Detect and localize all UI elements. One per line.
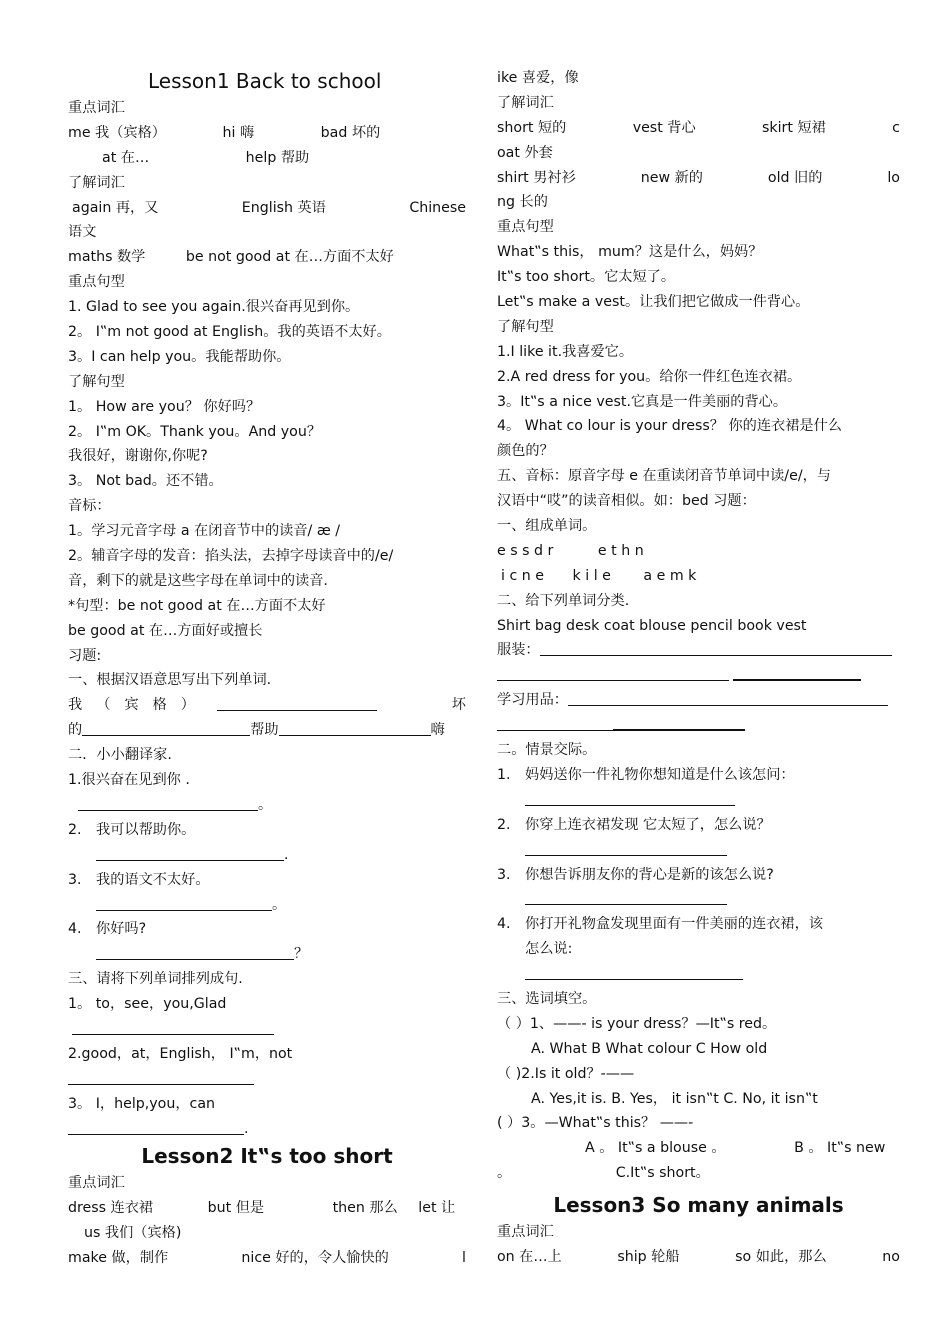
answer-blank[interactable] (78, 795, 258, 811)
exercise-text: 你想告诉朋友你的背心是新的该怎么说? (525, 866, 774, 883)
heading: 了解句型 (497, 318, 554, 335)
vocab-row (497, 166, 900, 191)
punctuation: . (284, 846, 289, 863)
phonetics-note: 2。辅音字母的发音：掐头法，去掉字母读音中的/e/ (68, 548, 394, 565)
exercise-word: 嗨 (430, 722, 445, 739)
exercise-line (497, 912, 900, 937)
answer-line (497, 713, 900, 738)
vocab-row (497, 116, 900, 141)
exercise-line (68, 917, 466, 942)
exercise-heading: 二、给下列单词分类. (497, 592, 630, 609)
punctuation: 。 (258, 796, 273, 813)
vocab-item: 语文 (68, 224, 97, 241)
heading: 重点词汇 (68, 1175, 125, 1192)
heading: 重点句型 (68, 274, 125, 291)
sentence: 3。I can help you。我能帮助你。 (68, 348, 291, 365)
lesson2-title: Lesson2 It‟s too short (141, 1144, 393, 1169)
vocab-item: help 帮助 (245, 149, 310, 166)
scrambled-word: k i l e (572, 567, 611, 584)
vocab-item: skirt 短裙 (761, 119, 826, 136)
sentence: It‟s too short。它太短了。 (497, 269, 676, 286)
heading: 音标： (68, 498, 111, 515)
vocab-item: short 短的 (497, 119, 567, 136)
phonetics-note: 1。学习元音字母 a 在闭音节中的读音/ æ / (68, 523, 341, 540)
answer-blank[interactable] (540, 640, 892, 656)
heading: 了解句型 (68, 373, 125, 390)
exercise-line: 1.很兴奋在见到你 . (68, 772, 190, 789)
exercise-word: 坏 (451, 697, 466, 714)
vocab-item: so 如此，那么 (735, 1248, 827, 1265)
category-label: 服装： (497, 642, 540, 659)
answer-line (68, 893, 466, 918)
exercise-heading: 一、组成单词。 (497, 518, 597, 535)
answer-blank[interactable] (525, 840, 727, 856)
sentence: 1. Glad to see you again.很兴奋再见到你。 (68, 299, 360, 316)
vocab-item: on 在…上 (497, 1248, 562, 1265)
punctuation: . (244, 1120, 249, 1137)
option-c: C.It‟s short。 (615, 1165, 710, 1182)
answer-line (497, 663, 900, 688)
vocab-item: nice 好的，令人愉快的 (241, 1250, 389, 1267)
exercise-word: 我（宾格） (68, 697, 209, 714)
exercise-text: 你打开礼物盒发现里面有一件美丽的连衣裙，该 (525, 916, 823, 933)
answer-blank[interactable] (82, 720, 250, 736)
vocab-item: be not good at 在…方面不太好 (185, 249, 394, 266)
heading: 重点句型 (497, 219, 554, 236)
vocab-item: l (462, 1250, 466, 1267)
vocab-item: hi 嗨 (222, 124, 255, 141)
sentence: 3。 Not bad。还不错。 (68, 473, 223, 490)
choice-options (497, 1161, 900, 1186)
vocab-item: ng 长的 (497, 194, 548, 211)
option-a: A 。 It‟s a blouse 。 (585, 1140, 726, 1157)
exercise-word: 帮助 (250, 722, 279, 739)
exercise-text: 怎么说: (525, 941, 573, 958)
answer-line (497, 887, 900, 912)
punctuation: 。 (497, 1165, 512, 1182)
vocab-item: lo (887, 169, 900, 186)
grammar-note: *句型：be not good at 在…方面不太好 (68, 597, 326, 614)
category-line (497, 638, 900, 663)
scramble-row (497, 564, 900, 589)
sentence: Let‟s make a vest。让我们把它做成一件背心。 (497, 294, 810, 311)
item-number: 3. (497, 866, 511, 883)
lesson3-title: Lesson3 So many animals (553, 1193, 844, 1218)
exercise-line (68, 818, 466, 843)
exercise-heading: 三、选词填空。 (497, 990, 597, 1007)
sentence: 2。 I‟m not good at English。我的英语不太好。 (68, 324, 391, 341)
scrambled-word: i c n e (501, 567, 544, 584)
sentence: 颜色的？ (497, 443, 554, 460)
scrambled-word: a e m k (643, 567, 697, 584)
answer-blank[interactable] (217, 695, 377, 711)
item-number: 1. (497, 766, 511, 783)
answer-line (68, 1017, 466, 1042)
answer-blank[interactable] (733, 664, 861, 681)
exercise-word: 的 (68, 722, 83, 739)
answer-blank[interactable] (72, 1019, 274, 1035)
answer-blank[interactable] (279, 720, 431, 736)
choice-question: ( ）3。—What‟s this？ ——- (497, 1115, 694, 1132)
answer-blank[interactable] (68, 1119, 244, 1135)
vocab-item: no (882, 1248, 900, 1265)
answer-blank[interactable] (497, 715, 613, 731)
exercise-heading: 三、请将下列单词排列成句. (68, 971, 243, 988)
sentence: 我很好，谢谢你,你呢? (68, 448, 208, 465)
answer-line (68, 942, 466, 967)
phonetics-note: 音，剩下的就是这些字母在单词中的读音. (68, 572, 328, 589)
answer-blank[interactable] (96, 845, 284, 861)
sentence: 1。 How are you？ 你好吗？ (68, 398, 261, 415)
vocab-item: oat 外套 (497, 144, 553, 161)
right-column (497, 66, 900, 1270)
item-number: 2. (497, 816, 511, 833)
sentence: What‟s this， mum？这是什么，妈妈？ (497, 244, 763, 261)
answer-line (68, 843, 466, 868)
item-number: 2. (68, 821, 82, 838)
exercise-text: 你穿上连衣裙发现 它太短了，怎么说？ (525, 816, 771, 833)
vocab-row (68, 1196, 466, 1221)
item-number: 3. (68, 871, 82, 888)
exercise-line (497, 863, 900, 888)
lesson1-title: Lesson1 Back to school (148, 69, 382, 93)
vocab-item: bad 坏的 (320, 124, 381, 141)
answer-blank[interactable] (96, 944, 294, 960)
heading: 重点词汇 (68, 100, 125, 116)
sentence: 3。It‟s a nice vest.它真是一件美丽的背心。 (497, 393, 788, 410)
vocab-row (68, 245, 466, 270)
vocab-item: ike 喜爱，像 (497, 70, 579, 86)
answer-line (68, 793, 466, 818)
answer-blank[interactable] (613, 714, 745, 731)
answer-blank[interactable] (568, 690, 888, 706)
vocab-row (68, 146, 466, 171)
category-line (497, 688, 900, 713)
choice-options (497, 1136, 900, 1161)
item-number: 4. (497, 916, 511, 933)
choice-question: （ ）1、——- is your dress？—It‟s red。 (497, 1015, 777, 1032)
option-b: B 。 It‟s new (794, 1140, 886, 1157)
heading: 了解词汇 (68, 174, 125, 191)
answer-blank[interactable] (497, 665, 729, 681)
item-number: 4. (68, 921, 82, 938)
vocab-item: shirt 男衬衫 (497, 169, 576, 186)
exercise-text: 我的语文不太好。 (96, 871, 210, 888)
sentence: 2.A red dress for you。给你一件红色连衣裙。 (497, 368, 802, 385)
answer-blank[interactable] (525, 790, 735, 806)
vocab-item: English 英语 (241, 199, 326, 216)
vocab-item: old 旧的 (767, 169, 823, 186)
choice-options: A. Yes,it is. B. Yes， it isn‟t C. No, it isn‟t (531, 1090, 818, 1107)
exercise-line: 1。 to，see，you,Glad (68, 996, 227, 1013)
vocab-item: vest 背心 (632, 119, 696, 136)
vocab-item: then 那么 (332, 1200, 398, 1217)
exercise-line (497, 763, 900, 788)
vocab-item: make 做，制作 (68, 1250, 169, 1267)
exercise-line (68, 868, 466, 893)
phonetics-note: 五、音标：原音字母 e 在重读闭音节单词中读/e/，与 (497, 468, 831, 485)
vocab-row (68, 196, 466, 221)
sentence: 4。 What co lour is your dress？ 你的连衣裙是什么 (497, 418, 842, 435)
exercise-line: 3。 I，help,you，can (68, 1095, 216, 1112)
heading: 重点词汇 (497, 1224, 554, 1241)
exercise-heading: 二．小小翻译家. (68, 747, 172, 764)
scrambled-word: e t h n (597, 542, 644, 559)
exercise-text: 你好吗? (96, 921, 147, 938)
heading: 了解词汇 (497, 94, 554, 111)
vocab-item: at 在… (102, 149, 150, 166)
vocab-item: dress 连衣裙 (68, 1200, 154, 1217)
answer-blank[interactable] (96, 895, 272, 911)
answer-line (497, 962, 900, 987)
answer-line (68, 1067, 466, 1092)
answer-blank[interactable] (68, 1069, 254, 1085)
exercise-line (68, 693, 466, 718)
sentence: 1.I like it.我喜爱它。 (497, 343, 634, 360)
answer-blank[interactable] (525, 889, 727, 905)
choice-question: （ )2.Is it old？-—— (497, 1065, 635, 1082)
word-bank: Shirt bag desk coat blouse pencil book vest (497, 617, 807, 634)
exercise-heading: 二。情景交际。 (497, 742, 597, 759)
answer-line (68, 1117, 466, 1142)
grammar-note: be good at 在…方面好或擅长 (68, 622, 263, 639)
vocab-row (68, 1246, 466, 1271)
exercise-text: 妈妈送你一件礼物你想知道是什么该怎问： (525, 766, 795, 783)
vocab-item: new 新的 (640, 169, 703, 186)
exercise-heading: 一、根据汉语意思写出下列单词. (68, 672, 272, 689)
vocab-item: c (892, 119, 900, 136)
punctuation: 。 (272, 896, 287, 913)
vocab-item: maths 数学 (68, 249, 146, 266)
phonetics-note: 汉语中“哎”的读音相似。如：bed 习题： (497, 493, 756, 510)
punctuation: ？ (294, 946, 309, 963)
vocab-item: but 但是 (207, 1200, 265, 1217)
answer-line (497, 838, 900, 863)
answer-line (497, 788, 900, 813)
exercise-line (497, 813, 900, 838)
exercise-line (68, 718, 466, 743)
exercise-line: 2.good，at，English， I‟m，not (68, 1045, 293, 1062)
choice-options: A. What B What colour C How old (531, 1040, 768, 1057)
vocab-item: let 让 (418, 1200, 456, 1217)
vocab-item: ship 轮船 (617, 1248, 680, 1265)
vocab-row (497, 1245, 900, 1270)
exercise-text: 我可以帮助你。 (96, 821, 196, 838)
scrambled-word: e s s d r (497, 542, 554, 559)
scramble-row (497, 539, 900, 564)
category-label: 学习用品： (497, 692, 568, 709)
vocab-item: us 我们（宾格) (84, 1225, 182, 1242)
left-column (68, 66, 466, 1271)
answer-blank[interactable] (525, 964, 743, 980)
vocab-item: Chinese (409, 199, 466, 216)
vocab-item: again 再，又 (72, 199, 159, 216)
sentence: 2。 I‟m OK。Thank you。And you？ (68, 423, 322, 440)
vocab-item: me 我（宾格） (68, 124, 166, 141)
vocab-row (68, 121, 466, 146)
heading: 习题: (68, 647, 102, 664)
